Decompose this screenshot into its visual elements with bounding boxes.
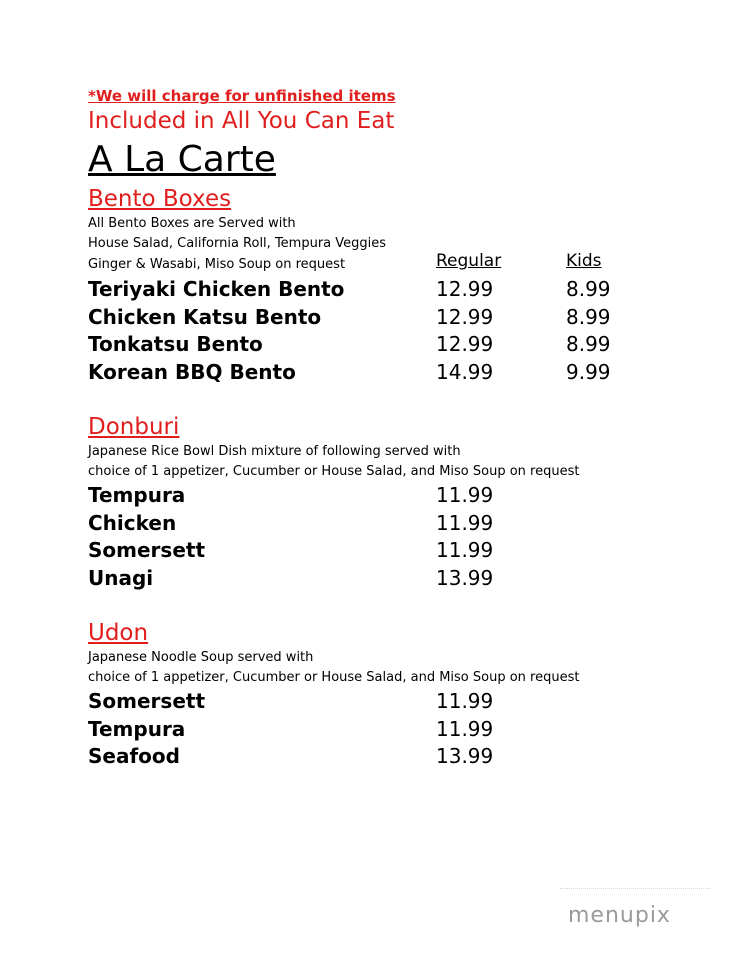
menu-item-price-kids: 8.99 [566,277,611,301]
charge-notice: *We will charge for unfinished items [88,87,396,105]
menu-item-name: Tempura [88,483,186,507]
menu-item [88,565,688,593]
menu-item-price: 11.99 [436,689,494,713]
menu-item-price: 11.99 [436,538,494,562]
bento-desc-line: Ginger & Wasabi, Miso Soup on request [88,257,346,272]
menu-item [88,510,688,538]
menu-item [88,304,688,332]
page-title: A La Carte [88,139,276,180]
donburi-heading: Donburi [88,414,180,440]
menupix-watermark [560,888,710,945]
menu-item-price: 11.99 [436,510,494,535]
bento-desc-header-row [88,251,688,276]
menu-item [88,482,688,510]
menu-item-name: Teriyaki Chicken Bento [88,277,345,301]
menu-item-name: Chicken Katsu Bento [88,304,322,329]
menu-item-price-kids: 9.99 [566,359,611,384]
menu-item-price-regular: 12.99 [436,332,494,356]
donburi-desc-line: Japanese Rice Bowl Dish mixture of following served with [88,444,461,459]
udon-desc-line: choice of 1 appetizer, Cucumber or House Salad, and Miso Soup on request [88,670,580,685]
bento-desc-line: All Bento Boxes are Served with [88,216,296,231]
menu-item-price-regular: 12.99 [436,304,494,329]
bento-section [88,184,688,386]
menu-item [88,688,688,716]
menu-item-name: Tonkatsu Bento [88,332,263,356]
donburi-section [88,412,688,592]
menu-item-price: 11.99 [436,483,494,507]
bento-desc-line: House Salad, California Roll, Tempura Veggies [88,236,387,251]
menu-item [88,537,688,565]
menu-item-price-regular: 12.99 [436,277,494,301]
menu-item-name: Tempura [88,716,186,741]
udon-section [88,618,688,771]
menu-item-price-regular: 14.99 [436,359,494,384]
column-header-kids: Kids [566,251,602,271]
udon-heading: Udon [88,620,149,646]
menu-item [88,716,688,744]
included-note: Included in All You Can Eat [88,108,395,134]
menu-item-name: Somersett [88,689,206,713]
menu-item [88,331,688,359]
menu-item-name: Seafood [88,744,180,768]
menu-item [88,276,688,304]
column-header-regular: Regular [436,251,502,271]
udon-desc-line: Japanese Noodle Soup served with [88,650,314,665]
menu-item-name: Somersett [88,538,206,562]
watermark-text: menupix [568,903,671,928]
bento-heading: Bento Boxes [88,186,232,212]
menu-item-name: Chicken [88,510,177,535]
menu-item-price: 11.99 [436,716,494,741]
menu-item-price: 13.99 [436,565,494,590]
menu-item-price-kids: 8.99 [566,332,611,356]
menu-page [88,86,688,771]
menu-item [88,743,688,771]
menu-item-price: 13.99 [436,744,494,768]
menu-item-name: Korean BBQ Bento [88,359,296,384]
menu-item-price-kids: 8.99 [566,304,611,329]
donburi-desc-line: choice of 1 appetizer, Cucumber or House Salad, and Miso Soup on request [88,464,580,479]
menu-item [88,359,688,387]
menu-item-name: Unagi [88,565,154,590]
